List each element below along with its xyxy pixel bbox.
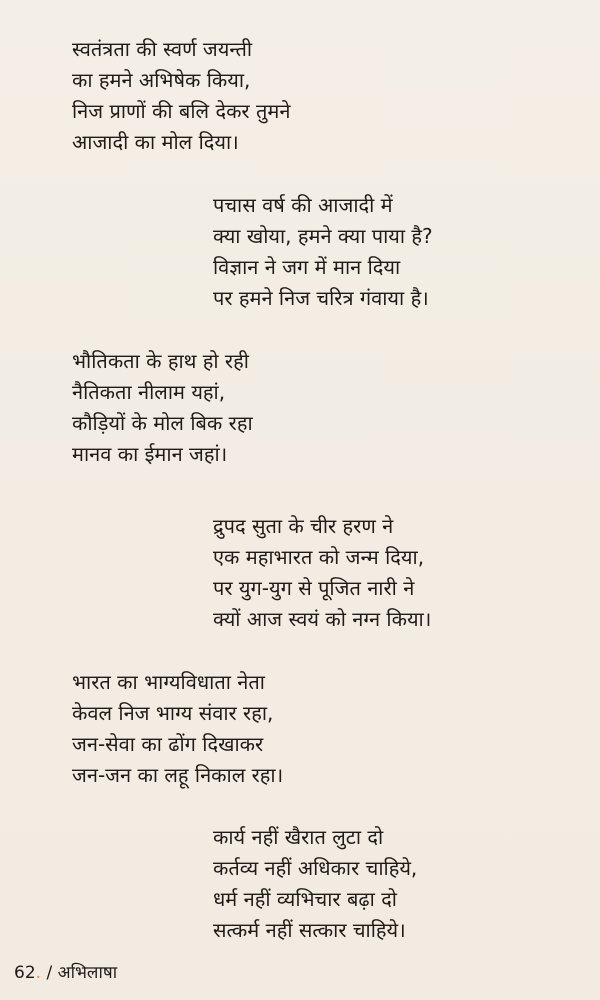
stanza-1 bbox=[72, 34, 290, 158]
poem-line: क्या खोया, हमने क्या पाया है? bbox=[213, 224, 433, 248]
poem-line: जन-जन का लहू निकाल रहा। bbox=[72, 763, 284, 787]
book-title: अभिलाषा bbox=[57, 963, 118, 983]
poem-line: निज प्राणों की बलि देकर तुमने bbox=[72, 99, 291, 123]
stanza-2 bbox=[213, 190, 433, 314]
poem-line: जन-सेवा का ढोंग दिखाकर bbox=[72, 732, 264, 756]
page-footer bbox=[14, 962, 117, 984]
poem-line: पर हमने निज चरित्र गंवाया है। bbox=[213, 286, 429, 310]
page-number: 62 bbox=[14, 963, 36, 983]
stanza-6 bbox=[213, 822, 417, 946]
poem-line: विज्ञान ने जग में मान दिया bbox=[213, 255, 401, 279]
poem-line: सत्कर्म नहीं सत्कार चाहिये। bbox=[213, 918, 406, 942]
poem-line: कौड़ियों के मोल बिक रहा bbox=[72, 411, 253, 435]
poem-line: द्रुपद सुता के चीर हरण ने bbox=[213, 514, 394, 538]
poem-line: धर्म नहीं व्यभिचार बढ़ा दो bbox=[213, 887, 397, 911]
stanza-5 bbox=[72, 667, 283, 791]
poem-line: मानव का ईमान जहां। bbox=[72, 442, 228, 466]
poem-line: नैतिकता नीलाम यहां, bbox=[72, 380, 226, 404]
poem-line: भारत का भाग्यविधाता नेता bbox=[72, 670, 265, 694]
poem-line: केवल निज भाग्य संवार रहा, bbox=[72, 701, 274, 725]
poem-line: क्यों आज स्वयं को नग्न किया। bbox=[213, 607, 432, 631]
page-number-dot: . bbox=[35, 963, 42, 983]
poem-line: का हमने अभिषेक किया, bbox=[72, 68, 251, 92]
poem-line: एक महाभारत को जन्म दिया, bbox=[213, 545, 425, 569]
footer-separator: / bbox=[41, 963, 58, 983]
poem-line: आजादी का मोल दिया। bbox=[72, 130, 239, 154]
poem-line: भौतिकता के हाथ हो रही bbox=[72, 349, 249, 373]
poem-line: पचास वर्ष की आजादी में bbox=[213, 193, 393, 217]
poem-line: पर युग-युग से पूजित नारी ने bbox=[213, 576, 415, 600]
poem-line: कर्तव्य नहीं अधिकार चाहिये, bbox=[213, 856, 418, 880]
stanza-4 bbox=[213, 511, 431, 635]
poem-line: कार्य नहीं खैरात लुटा दो bbox=[213, 825, 384, 849]
poem-line: स्वतंत्रता की स्वर्ण जयन्ती bbox=[72, 37, 253, 61]
stanza-3 bbox=[72, 346, 253, 470]
